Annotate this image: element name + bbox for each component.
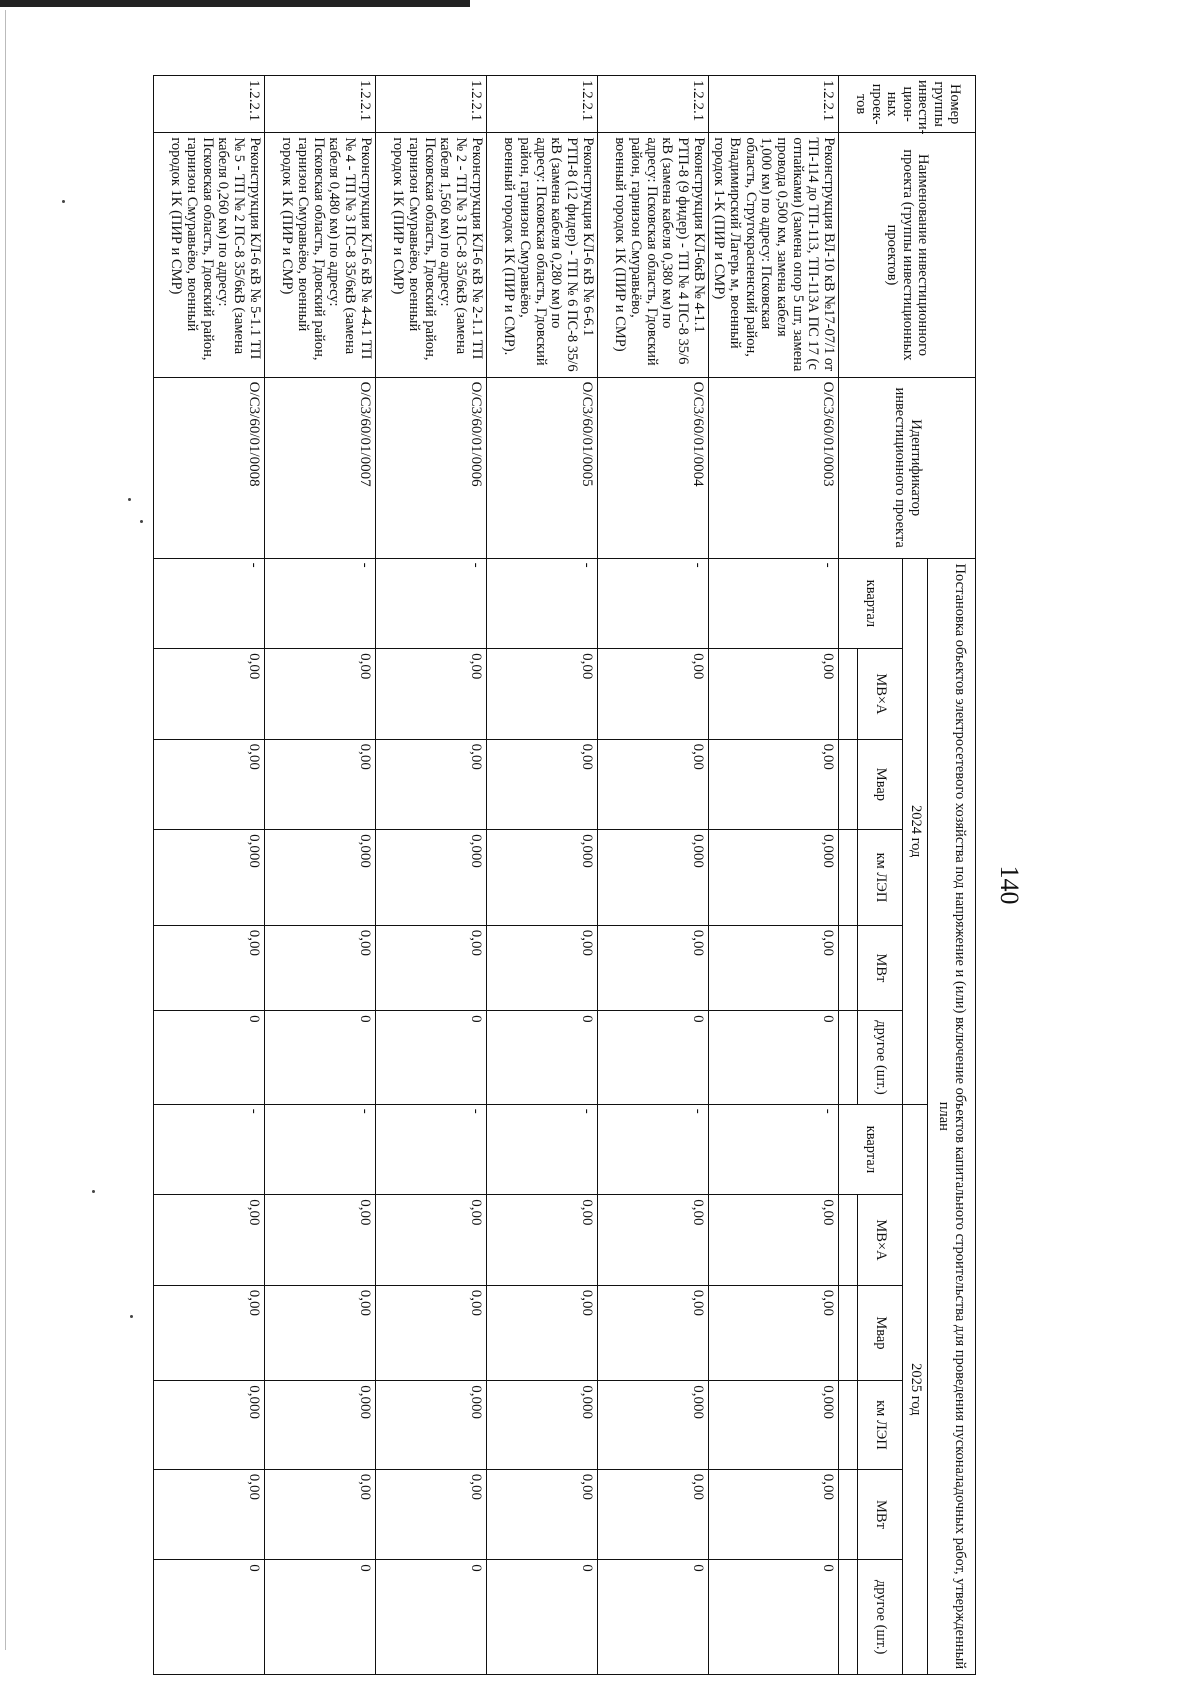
- row-project-id: O/C3/60/01/0007: [264, 377, 375, 558]
- row-value: 0,00: [153, 1469, 264, 1560]
- header-blank: [839, 739, 858, 830]
- row-project-id: O/C3/60/01/0004: [597, 377, 708, 558]
- row-value: 0,00: [486, 925, 597, 1010]
- row-project-name: Реконструкция КЛ-6 кВ № 5-1.1 ТП № 5 - ТП № 2 ПС-8 35/6кВ (замена кабеля 0,260 км) по адресу: Псковская область, Гдовский район, гарнизон Смуравьёво, военный городок 1К (ПИР и СМР): [153, 133, 264, 377]
- header-sub: МВ×А: [858, 649, 903, 740]
- row-value: 0: [264, 1560, 375, 1675]
- header-sub: квартал: [839, 558, 903, 649]
- header-name: Наименование инвестиционного проекта (группы инвестиционных проектов): [839, 133, 976, 377]
- scan-speck: [130, 1315, 133, 1318]
- header-blank: [839, 1469, 858, 1560]
- row-project-name: Реконструкция КЛ-6 кВ № 2-1.1 ТП № 2 - ТП № 3 ПС-8 35/6кВ (замена кабеля 1,560 км) по адресу: Псковская область, Гдовский район, гарнизон Смуравьёво, военный городок 1К (ПИР и СМР): [375, 133, 486, 377]
- row-project-name: Реконструкция КЛ-6 кВ № 4-4.1 ТП № 4 - ТП № 3 ПС-8 35/6кВ (замена кабеля 0,480 км) по адресу: Псковская область, Гдовский район, гарнизон Смуравьёво, военный городок 1К (ПИР и СМР): [264, 133, 375, 377]
- row-value: 0: [597, 1560, 708, 1675]
- row-number: 1.2.2.1: [264, 76, 375, 133]
- header-blank: [839, 1195, 858, 1286]
- row-value: 0: [708, 1011, 838, 1105]
- header-blank: [839, 1381, 858, 1469]
- row-value: 0: [264, 1011, 375, 1105]
- row-value: -: [597, 558, 708, 649]
- row-value: 0,00: [153, 739, 264, 830]
- row-value: 0: [375, 1011, 486, 1105]
- scan-speck: [140, 520, 143, 523]
- table-body: [153, 76, 838, 1675]
- header-year-2025: 2025 год: [903, 1104, 928, 1674]
- row-value: 0: [153, 1560, 264, 1675]
- row-value: 0,000: [153, 1381, 264, 1469]
- header-sub: квартал: [839, 1104, 903, 1195]
- header-blank: [839, 1285, 858, 1381]
- row-value: 0,000: [486, 1381, 597, 1469]
- row-value: -: [153, 558, 264, 649]
- header-sub: км ЛЭП: [858, 830, 903, 926]
- header-blank: [839, 830, 858, 926]
- table-row: [153, 76, 264, 1675]
- row-value: 0,00: [375, 739, 486, 830]
- row-value: 0,00: [375, 649, 486, 740]
- row-project-id: O/C3/60/01/0006: [375, 377, 486, 558]
- investment-table: [153, 75, 976, 1675]
- row-project-name: Реконструкция КЛ-6кВ № 4-1.1 РТП-8 (9 фидер) - ТП № 4 ПС-8 35/6 кВ (замена кабеля 0,380 км) по адресу: Псковская область, Гдовский район, гарнизон Смуравьёво, военный городок 1К (ПИР и СМР): [597, 133, 708, 377]
- row-project-id: O/C3/60/01/0008: [153, 377, 264, 558]
- row-value: 0,00: [264, 1469, 375, 1560]
- scan-speck: [128, 498, 131, 501]
- row-value: 0,00: [597, 925, 708, 1010]
- row-value: -: [486, 1104, 597, 1195]
- row-project-name: Реконструкция КЛ-6 кВ № 6-6.1 РТП-8 (12 фидер) - ТП № 6 ПС-8 35/6 кВ (замена кабеля 0,280 км) по адресу: Псковская область, Гдовский район, гарнизон Смуравьёво, военный городок 1К (ПИР и СМР).: [486, 133, 597, 377]
- row-value: 0,00: [708, 925, 838, 1010]
- header-group-title: Постановка объектов электросетевого хозяйства под напряжение и (или) включение объектов капитального строительства для проведения пусконаладочных работ, утвержденный план: [928, 558, 976, 1674]
- row-value: 0,00: [708, 1469, 838, 1560]
- row-value: -: [375, 558, 486, 649]
- row-value: 0,000: [153, 830, 264, 926]
- row-value: 0,00: [486, 1469, 597, 1560]
- scan-left-edge: [5, 10, 6, 1650]
- table-row: [486, 76, 597, 1675]
- row-value: 0,00: [264, 649, 375, 740]
- row-value: -: [153, 1104, 264, 1195]
- row-value: 0,00: [597, 1469, 708, 1560]
- row-value: 0,00: [708, 1285, 838, 1381]
- row-value: 0: [486, 1011, 597, 1105]
- header-blank: [839, 925, 858, 1010]
- scan-speck: [92, 1190, 95, 1193]
- row-value: -: [264, 1104, 375, 1195]
- row-value: -: [597, 1104, 708, 1195]
- header-sub: Мвар: [858, 739, 903, 830]
- row-value: -: [375, 1104, 486, 1195]
- row-value: 0,00: [153, 1285, 264, 1381]
- row-value: -: [486, 558, 597, 649]
- row-value: 0,00: [708, 649, 838, 740]
- row-value: 0,00: [597, 739, 708, 830]
- row-number: 1.2.2.1: [486, 76, 597, 133]
- scan-top-edge: [0, 0, 470, 7]
- header-sub: МВт: [858, 925, 903, 1010]
- row-value: 0,00: [375, 1285, 486, 1381]
- row-value: 0,000: [264, 1381, 375, 1469]
- row-value: -: [264, 558, 375, 649]
- header-id: Идентификатор инвестиционного проекта: [839, 377, 976, 558]
- row-value: 0,00: [597, 1285, 708, 1381]
- header-sub: другое (шт.): [858, 1560, 903, 1675]
- row-value: 0,000: [375, 830, 486, 926]
- row-value: 0,00: [486, 1195, 597, 1286]
- row-value: 0,00: [486, 1285, 597, 1381]
- row-project-name: Реконструкция ВЛ-10 кВ №17-07/1 от ТП-114 до ТП-113, ТП-113А ПС 17 (с отпайками) (замена опор 5 шт, замена провода 0,500 км, замена кабеля 1,000 км) по адресу: Псковская область, Стругокрасненский район, Владимирский Лагерь м, военный городок 1-К (ПИР и СМР): [708, 133, 838, 377]
- header-blank: [839, 1560, 858, 1675]
- row-value: 0,00: [486, 649, 597, 740]
- row-project-id: O/C3/60/01/0003: [708, 377, 838, 558]
- row-value: 0,00: [264, 1195, 375, 1286]
- row-value: 0: [486, 1560, 597, 1675]
- row-number: 1.2.2.1: [708, 76, 838, 133]
- header-sub: другое (шт.): [858, 1011, 903, 1105]
- header-sub: МВт: [858, 1469, 903, 1560]
- row-value: 0,00: [153, 925, 264, 1010]
- row-value: 0: [708, 1560, 838, 1675]
- row-value: 0,00: [153, 1195, 264, 1286]
- row-value: 0,00: [375, 1195, 486, 1286]
- row-value: 0,000: [708, 1381, 838, 1469]
- row-value: 0,00: [153, 649, 264, 740]
- row-value: 0,00: [375, 1469, 486, 1560]
- header-sub: км ЛЭП: [858, 1381, 903, 1469]
- row-value: 0,00: [264, 925, 375, 1010]
- row-value: 0,00: [375, 925, 486, 1010]
- header-year-2024: 2024 год: [903, 558, 928, 1104]
- rotated-page: [168, 75, 1076, 1675]
- row-value: -: [708, 558, 838, 649]
- row-value: 0,000: [375, 1381, 486, 1469]
- header-number: Номер группы инвести-цион-ных проек-тов: [839, 76, 976, 133]
- row-value: 0,00: [708, 1195, 838, 1286]
- row-value: 0,000: [597, 1381, 708, 1469]
- row-project-id: O/C3/60/01/0005: [486, 377, 597, 558]
- table-row: [264, 76, 375, 1675]
- row-value: 0: [597, 1011, 708, 1105]
- row-value: 0,00: [264, 739, 375, 830]
- scan-speck: [62, 200, 65, 203]
- row-value: 0,00: [264, 1285, 375, 1381]
- row-value: -: [708, 1104, 838, 1195]
- row-number: 1.2.2.1: [597, 76, 708, 133]
- table-row: [597, 76, 708, 1675]
- page-number: 140: [995, 865, 1024, 905]
- header-sub: МВ×А: [858, 1195, 903, 1286]
- row-value: 0,00: [708, 739, 838, 830]
- row-value: 0,00: [597, 649, 708, 740]
- row-value: 0,000: [486, 830, 597, 926]
- row-value: 0,00: [486, 739, 597, 830]
- row-number: 1.2.2.1: [153, 76, 264, 133]
- row-value: 0: [153, 1011, 264, 1105]
- header-blank: [839, 1011, 858, 1105]
- header-blank: [839, 649, 858, 740]
- header-sub: Мвар: [858, 1285, 903, 1381]
- table-row: [708, 76, 838, 1675]
- row-value: 0,000: [264, 830, 375, 926]
- row-value: 0,00: [597, 1195, 708, 1286]
- row-number: 1.2.2.1: [375, 76, 486, 133]
- row-value: 0: [375, 1560, 486, 1675]
- row-value: 0,000: [597, 830, 708, 926]
- row-value: 0,000: [708, 830, 838, 926]
- table-row: [375, 76, 486, 1675]
